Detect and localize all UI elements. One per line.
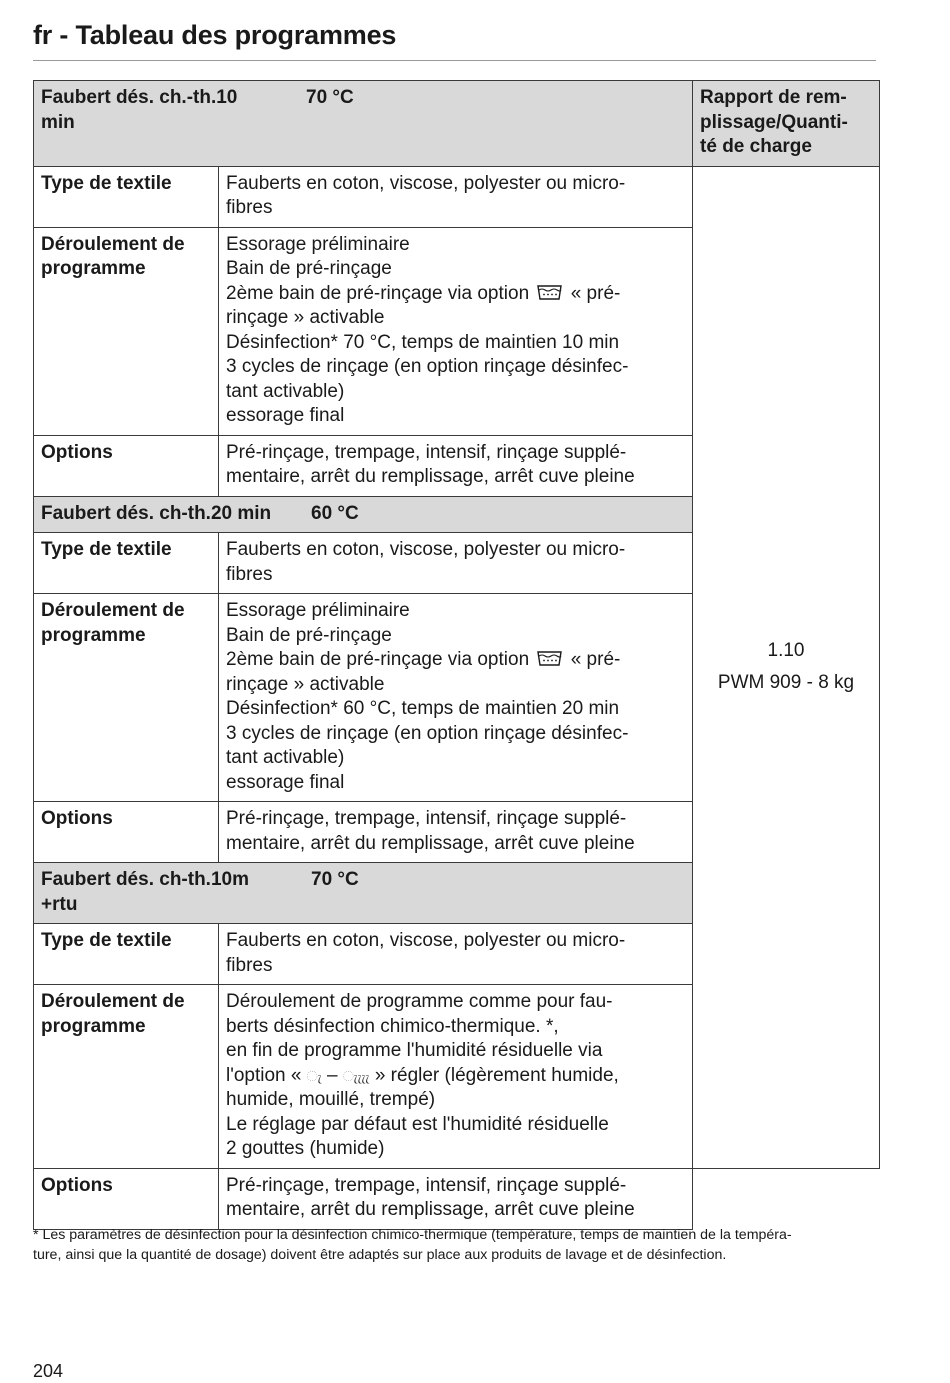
row-label-program-sequence: Déroulement de programme <box>34 227 219 435</box>
machine-model: PWM 909 - 8 kg <box>717 671 855 693</box>
row-label-options: Options <box>34 435 219 496</box>
program-name: Faubert dés. ch.-th.10 min <box>41 87 238 133</box>
prewash-basin-icon <box>536 284 563 301</box>
program-sequence-value: Déroulement de programme comme pour fau- berts désinfection chimico-thermique. *, en fin de programme l'humidité résiduelle via l'option « ැ – ැැැැ » régler (légèrement humide, humide, mouillé, trempé) Le réglage par défaut est l'humidité résiduelle 2 gouttes (humide) <box>219 985 693 1169</box>
row-label-options: Options <box>34 1168 219 1229</box>
program-temperature: 70 °C <box>306 87 354 108</box>
program-table <box>33 80 880 1230</box>
ratio-header: Rapport de rem- plissage/Quanti- té de charge <box>693 81 880 167</box>
textile-type-value: Fauberts en coton, viscose, polyester ou micro- fibres <box>219 533 693 594</box>
row-label-program-sequence: Déroulement de programme <box>34 985 219 1169</box>
program-sequence-value: Essorage préliminaire Bain de pré-rinçage 2ème bain de pré-rinçage via option « pré- rinçage » activable Désinfection* 70 °C, temps de maintien 10 min 3 cycles de rinçage (en option rinçage désinfec- tant activable) essorage final <box>219 227 693 435</box>
program-temperature: 70 °C <box>311 869 359 890</box>
table-row <box>34 166 880 227</box>
ratio-cell <box>693 166 880 1168</box>
program-sequence-value: Essorage préliminaire Bain de pré-rinçage 2ème bain de pré-rinçage via option « pré- rinçage » activable Désinfection* 60 °C, temps de maintien 20 min 3 cycles de rinçage (en option rinçage désinfec- tant activable) essorage final <box>219 594 693 802</box>
textile-type-value: Fauberts en coton, viscose, polyester ou micro- fibres <box>219 166 693 227</box>
row-label-textile-type: Type de textile <box>34 166 219 227</box>
options-value: Pré-rinçage, trempage, intensif, rinçage supplé- mentaire, arrêt du remplissage, arrêt cuve pleine <box>219 435 693 496</box>
row-label-textile-type: Type de textile <box>34 533 219 594</box>
textile-type-value: Fauberts en coton, viscose, polyester ou micro- fibres <box>219 924 693 985</box>
row-label-program-sequence: Déroulement de programme <box>34 594 219 802</box>
table-row <box>34 1168 880 1229</box>
water-drop-icon: ැැැැ <box>342 1067 370 1084</box>
program-name: Faubert dés. ch-th.20 min <box>41 502 272 524</box>
options-value: Pré-rinçage, trempage, intensif, rinçage supplé- mentaire, arrêt du remplissage, arrêt cuve pleine <box>219 1168 693 1229</box>
program-header-row <box>34 81 880 167</box>
options-value: Pré-rinçage, trempage, intensif, rinçage supplé- mentaire, arrêt du remplissage, arrêt cuve pleine <box>219 802 693 863</box>
footnote: * Les paramètres de désinfection pour la désinfection chimico-thermique (température, temps de maintien de la tempéra- ture, ainsi que la quantité de dosage) doivent être adaptés sur place aux produits de lavage et de désinfection. <box>33 1227 792 1263</box>
program-temperature: 60 °C <box>311 502 359 524</box>
title-divider <box>33 60 876 61</box>
row-label-textile-type: Type de textile <box>34 924 219 985</box>
page-number: 204 <box>33 1361 64 1381</box>
prewash-basin-icon <box>536 650 563 667</box>
row-label-options: Options <box>34 802 219 863</box>
page-title: fr - Tableau des programmes <box>33 20 397 50</box>
program-header-cell <box>34 863 693 924</box>
program-name: Faubert dés. ch-th.10m +rtu <box>41 869 249 915</box>
program-header-cell <box>34 496 693 533</box>
program-header-cell <box>34 81 693 167</box>
ratio-value: 1.10 <box>767 639 805 661</box>
water-drop-icon: ැ <box>306 1067 322 1084</box>
